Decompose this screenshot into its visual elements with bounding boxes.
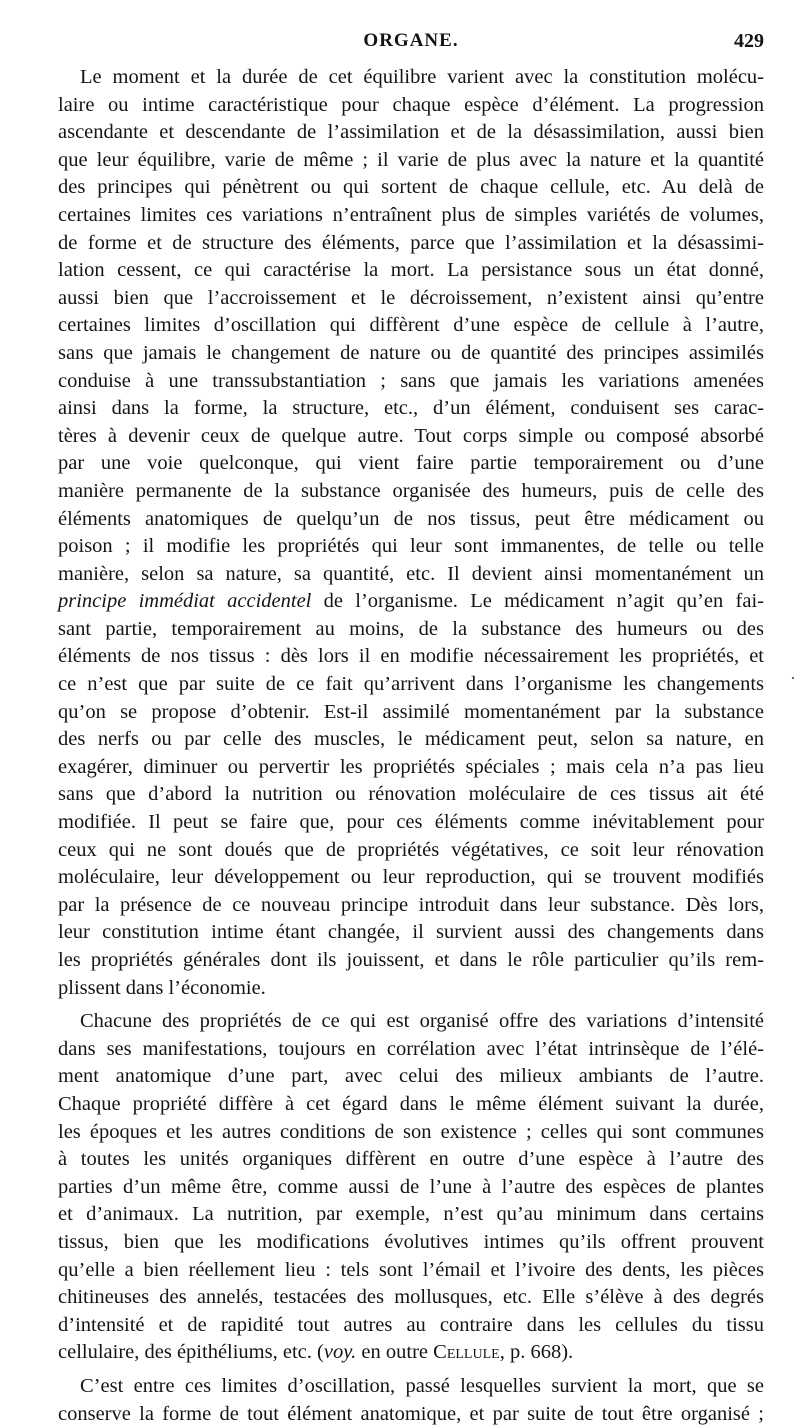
text-line: les époques et les autres conditions de son existence ; celles qui sont communes <box>58 1119 764 1147</box>
text-line: modifiée. Il peut se faire que, pour ces éléments comme inévitablement pour <box>58 809 764 837</box>
text-line: conserve la forme de tout élément anatomique, et par suite de tout être organisé ; <box>58 1401 764 1428</box>
text-line: aussi bien que l’accroissement et le décroissement, n’existent ainsi qu’entre <box>58 285 764 313</box>
text-line: ceux qui ne sont doués que de propriétés végétatives, ce soit leur rénovation <box>58 837 764 865</box>
paragraph-1 <box>58 64 764 1002</box>
text-line: Le moment et la durée de cet équilibre varient avec la constitution molécu- <box>58 64 764 92</box>
text-line: poison ; il modifie les propriétés qui leur sont immanentes, de telle ou telle <box>58 533 764 561</box>
text-fragment: , p. 668). <box>500 1341 573 1363</box>
text-line: par la présence de ce nouveau principe introduit dans leur substance. Dès lors, <box>58 892 764 920</box>
text-fragment: en outre <box>356 1341 433 1363</box>
text-line: et d’animaux. La nutrition, par exemple, n’est qu’au minimum dans certains <box>58 1201 764 1229</box>
text-line: certaines limites ces variations n’entraînent plus de simples variétés de volumes, <box>58 202 764 230</box>
text-fragment: de l’organisme. Le médicament n’agit qu’en fai- <box>311 590 764 612</box>
text-line: Chaque propriété diffère à cet égard dans le même élément suivant la durée, <box>58 1091 764 1119</box>
body-text <box>58 64 764 1428</box>
text-line: ainsi dans la forme, la structure, etc., d’un élément, conduisent ses carac- <box>58 395 764 423</box>
text-line: qu’elle a bien réellement lieu : tels sont l’émail et l’ivoire des dents, les pièces <box>58 1257 764 1285</box>
text-line: chitineuses des annelés, testacées des mollusques, etc. Elle s’élève à des degrés <box>58 1284 764 1312</box>
running-title: ORGANE. <box>58 30 764 52</box>
margin-mark: · <box>790 668 796 689</box>
text-line: parties d’un même être, comme aussi de l’une à l’autre des espèces de plantes <box>58 1174 764 1202</box>
text-line: sans que d’abord la nutrition ou rénovation moléculaire de ces tissus ait été <box>58 781 764 809</box>
cross-reference: Cellule <box>433 1341 500 1363</box>
text-line: certaines limites d’oscillation qui diffèrent d’une espèce de cellule à l’autre, <box>58 312 764 340</box>
italic-term: principe immédiat accidentel <box>58 590 311 612</box>
text-line: leur constitution intime étant changée, il survient aussi des changements dans <box>58 919 764 947</box>
text-line: ce n’est que par suite de ce fait qu’arrivent dans l’organisme les changements <box>58 671 764 699</box>
italic-abbreviation: voy. <box>324 1341 356 1363</box>
text-line: sant partie, temporairement au moins, de la substance des humeurs ou des <box>58 616 764 644</box>
text-line: que leur équilibre, varie de même ; il varie de plus avec la nature et la quantité <box>58 147 764 175</box>
text-line: par une voie quelconque, qui vient faire partie temporairement ou d’une <box>58 450 764 478</box>
text-line: moléculaire, leur développement ou leur reproduction, qui se trouvent modifiés <box>58 864 764 892</box>
text-line: manière permanente de la substance organisée des humeurs, puis de celle des <box>58 478 764 506</box>
text-fragment: cellulaire, des épithéliums, etc. ( <box>58 1341 324 1363</box>
text-line: conduise à une transsubstantiation ; sans que jamais les variations amenées <box>58 368 764 396</box>
text-line: des nerfs ou par celle des muscles, le médicament peut, selon sa nature, en <box>58 726 764 754</box>
paragraph-3 <box>58 1373 764 1428</box>
text-line: manière, selon sa nature, sa quantité, etc. Il devient ainsi momentanément un <box>58 561 764 589</box>
text-line <box>58 588 764 616</box>
text-line: tissus, bien que les modifications évolutives intimes qu’ils offrent prouvent <box>58 1229 764 1257</box>
text-line: de forme et de structure des éléments, parce que l’assimilation et la désassimi- <box>58 230 764 258</box>
text-line: lation cessent, ce qui caractérise la mort. La persistance sous un état donné, <box>58 257 764 285</box>
text-line: ascendante et descendante de l’assimilation et de la désassimilation, aussi bien <box>58 119 764 147</box>
text-line: tères à devenir ceux de quelque autre. Tout corps simple ou composé absorbé <box>58 423 764 451</box>
text-line <box>58 1339 764 1367</box>
text-line: d’intensité et de rapidité tout autres au contraire dans les cellules du tissu <box>58 1312 764 1340</box>
text-line: à toutes les unités organiques diffèrent en outre d’une espèce à l’autre des <box>58 1146 764 1174</box>
text-line: dans ses manifestations, toujours en corrélation avec l’état intrinsèque de l’élé- <box>58 1036 764 1064</box>
text-line: sans que jamais le changement de nature ou de quantité des principes assimilés <box>58 340 764 368</box>
text-line: des principes qui pénètrent ou qui sortent de chaque cellule, etc. Au delà de <box>58 174 764 202</box>
text-line: C’est entre ces limites d’oscillation, passé lesquelles survient la mort, que se <box>58 1373 764 1401</box>
text-line: les propriétés générales dont ils jouissent, et dans le rôle particulier qu’ils rem- <box>58 947 764 975</box>
paragraph-2 <box>58 1008 764 1367</box>
text-line: laire ou intime caractéristique pour chaque espèce d’élément. La progression <box>58 92 764 120</box>
text-line: éléments de nos tissus : dès lors il en modifie nécessairement les propriétés, et <box>58 643 764 671</box>
running-head <box>58 26 764 58</box>
page-number: 429 <box>734 30 764 53</box>
text-line: ment anatomique d’une part, avec celui des milieux ambiants de l’autre. <box>58 1063 764 1091</box>
text-line: Chacune des propriétés de ce qui est organisé offre des variations d’intensité <box>58 1008 764 1036</box>
text-line: qu’on se propose d’obtenir. Est-il assimilé momentanément par la substance <box>58 699 764 727</box>
text-line: plissent dans l’économie. <box>58 975 764 1003</box>
text-line: exagérer, diminuer ou pervertir les propriétés spéciales ; mais cela n’a pas lieu <box>58 754 764 782</box>
text-line: éléments anatomiques de quelqu’un de nos tissus, peut être médicament ou <box>58 506 764 534</box>
